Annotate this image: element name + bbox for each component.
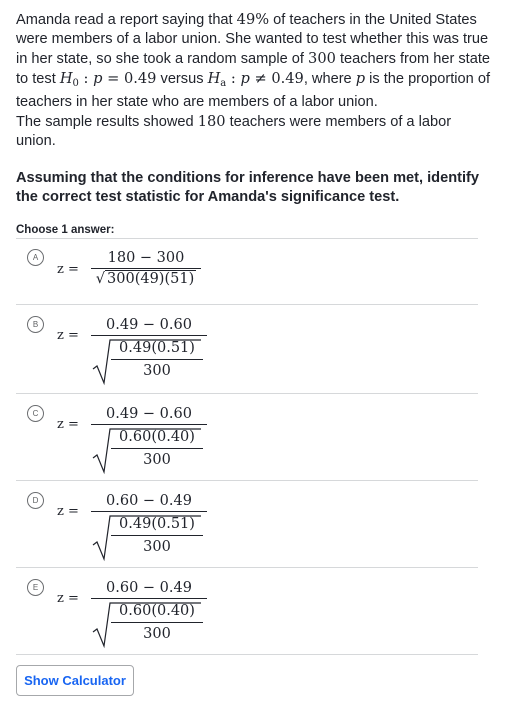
fraction-numerator: 0.60 − 0.49 (106, 493, 192, 509)
choice-letter-badge: C (27, 405, 44, 422)
question-prompt: Assuming that the conditions for inference have been met, identify the correct test statistic for Amanda's significance test. (16, 170, 480, 205)
sample-suffix: teachers were members of a labor union. (16, 114, 452, 149)
stem-text-run: Amanda read a report saying that (16, 12, 237, 28)
radicand: 300(49)(51) (107, 271, 195, 287)
stem-text-run: of teachers in the United States were members of a labor union. She wanted to test whether this was true in her state, so she took a random sample of (16, 12, 489, 67)
z-statistic-fraction (91, 578, 207, 649)
choice-letter-badge: B (27, 316, 44, 333)
z-equals-label: z = (57, 262, 79, 277)
stem-math-run: = 0.49 (102, 70, 157, 87)
sample-number: 180 (197, 113, 226, 130)
stem-math-run: : (226, 70, 241, 87)
sample-prefix: The sample results showed (16, 114, 198, 130)
choice-c[interactable] (16, 394, 478, 481)
sqrt-denominator (91, 336, 207, 386)
z-equals-label: z = (57, 504, 79, 519)
inner-denominator: 300 (143, 452, 171, 468)
stem-math-run: H (59, 70, 73, 87)
question-area (16, 10, 494, 236)
stem-math-run: ≠ 0.49 (249, 70, 304, 87)
sqrt-symbol: √ (95, 271, 106, 287)
choice-letter-badge: D (27, 492, 44, 509)
inner-numerator: 0.49(0.51) (119, 516, 195, 532)
z-equals-label: z = (57, 417, 79, 432)
z-statistic-fraction (91, 315, 207, 386)
stem-math-run: 0 (72, 78, 79, 89)
show-calculator-button[interactable]: Show Calculator (16, 665, 134, 696)
z-statistic-fraction (91, 491, 207, 562)
choice-a[interactable] (16, 239, 478, 305)
stem-math-run: p (355, 70, 366, 87)
inner-numerator: 0.49(0.51) (119, 340, 195, 356)
inner-numerator: 0.60(0.40) (119, 603, 195, 619)
stem-text-run: is the proportion of teachers in her state who are members of a labor union. (16, 71, 491, 110)
z-equals-label: z = (57, 591, 79, 606)
stem-math-run: a (220, 78, 227, 89)
sample-results (16, 112, 494, 151)
fraction-denominator (91, 269, 201, 289)
fraction-numerator: 0.49 − 0.60 (106, 406, 192, 422)
stem-math-run: p (240, 70, 250, 87)
sqrt-denominator (91, 425, 207, 475)
inner-numerator: 0.60(0.40) (119, 429, 195, 445)
stem-math-run: 49% (236, 11, 270, 28)
fraction-numerator: 180 − 300 (107, 250, 185, 266)
sqrt-denominator (91, 599, 207, 649)
question-stem (16, 10, 494, 112)
choose-label: Choose 1 answer: (16, 224, 115, 236)
choice-d[interactable] (16, 481, 478, 568)
choice-letter-badge: A (27, 249, 44, 266)
fraction-numerator: 0.60 − 0.49 (106, 580, 192, 596)
z-statistic-fraction (91, 248, 201, 289)
choice-e[interactable] (16, 568, 478, 655)
stem-text-run: teachers from her state to test (16, 51, 491, 87)
choice-letter-badge: E (27, 579, 44, 596)
stem-text-run: , where (303, 71, 356, 87)
answer-choices (16, 238, 478, 655)
inner-denominator: 300 (143, 626, 171, 642)
inner-denominator: 300 (143, 363, 171, 379)
choice-b[interactable] (16, 305, 478, 394)
z-statistic-fraction (91, 404, 207, 475)
stem-text-run: versus (156, 71, 208, 87)
z-equals-label: z = (57, 328, 79, 343)
sqrt-denominator (91, 512, 207, 562)
stem-math-run: H (207, 70, 221, 87)
stem-math-run: p (93, 70, 103, 87)
stem-math-run: : (78, 70, 94, 87)
stem-math-run: 300 (308, 50, 336, 67)
fraction-numerator: 0.49 − 0.60 (106, 317, 192, 333)
inner-denominator: 300 (143, 539, 171, 555)
